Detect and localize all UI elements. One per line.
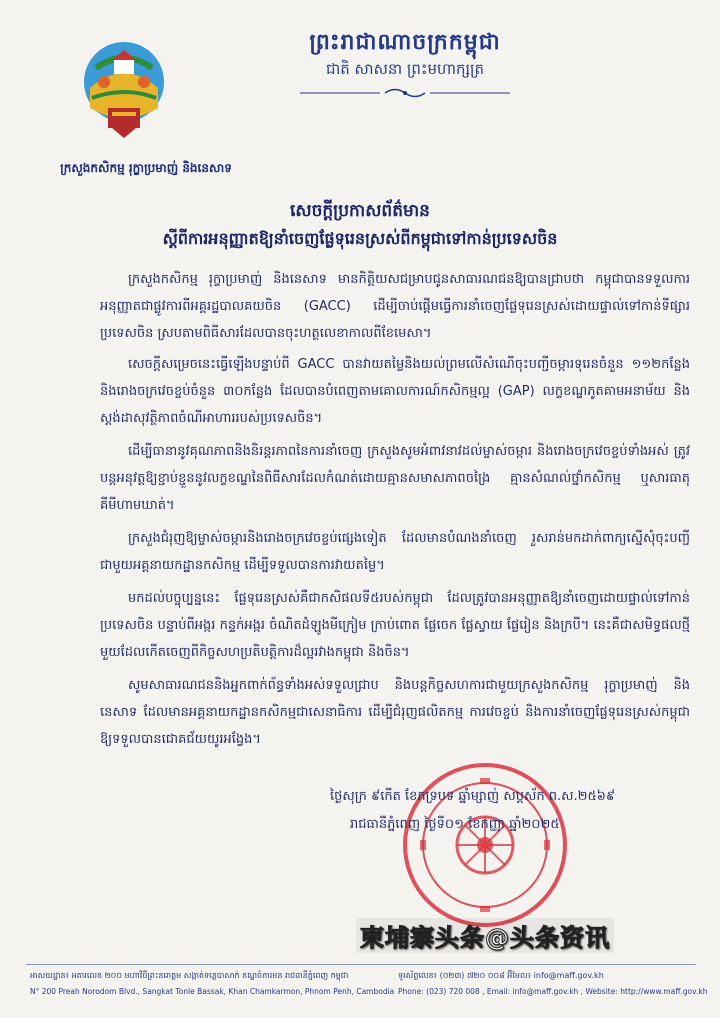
kingdom-heading: ព្រះរាជាណាចក្រកម្ពុជា	[309, 29, 501, 55]
footer-contact-kh: ទូរស័ព្ទលេខ៖ (០២៣) ៧២០ ០០៨ អ៊ីមែល៖ info@maff.gov.kh	[398, 971, 604, 980]
footer-divider	[26, 964, 696, 965]
footer-address-en: N° 200 Preah Norodom Blvd., Sangkat Tonle Bassak, Khan Chamkarmon, Phnom Penh, Cambodia	[30, 987, 395, 996]
footer-contact-en: Phone: (023) 720 008 , Email: info@maff.gov.kh , Website: http://www.maff.gov.kh	[398, 987, 708, 996]
footer-address-kh: អាសយដ្ឋាន៖ អគារលេខ ២០០ មហាវិថីព្រះនរោត្តម សង្កាត់ទន្លេបាសាក់ ខណ្ឌចំការមន រាជធានីភ្នំពេញ កម្ពុជា	[30, 971, 349, 980]
source-watermark: 柬埔寨头条@头条资讯	[356, 918, 614, 953]
body-paragraph: ក្រសួងកសិកម្ម រុក្ខាប្រមាញ់ និងនេសាទ មានកិត្តិយសជម្រាបជូនសាធារណជនឱ្យបានជ្រាបថា កម្ពុជាបានទទួលការអនុញ្ញាតជាផ្លូវការពីអគ្គរដ្ឋបាលគយចិន (GACC) ដើម្បីចាប់ផ្ដើមធ្វើការនាំចេញផ្លែទុរេនស្រស់ដោយផ្ទាល់ទៅកាន់ទីផ្សារប្រទេសចិន ស្របតាមពិធីសារដែលបានចុះហត្ថលេខាកាលពីខែមេសា។	[100, 272, 690, 341]
body-paragraph: សេចក្ដីសម្រេចនេះធ្វើឡើងបន្ទាប់ពី GACC បានវាយតម្លៃនិងយល់ព្រមលើសំណើចុះបញ្ជីចម្ការទុរេនចំនួន ១១២កន្លែង និងរោងចក្រវេចខ្ចប់ចំនួន ៣០កន្លែង ដែលបានបំពេញតាមគោលការណ៍កសិកម្មល្អ (GAP) លក្ខខណ្ឌភូតគាមអនាម័យ និងស្តង់ដាសុវត្ថិភាពចំណីអាហាររបស់ប្រទេសចិន។	[100, 357, 690, 426]
ministry-name: ក្រសួងកសិកម្ម រុក្ខាប្រមាញ់ និងនេសាទ	[60, 161, 232, 175]
date-gregorian: រាជធានីភ្នំពេញ ថ្ងៃទី០១ ខែកញ្ញា ឆ្នាំ២០២៥	[350, 817, 560, 832]
ministry-emblem	[82, 38, 166, 142]
national-motto: ជាតិ សាសនា ព្រះមហាក្សត្រ	[325, 60, 485, 78]
body-paragraph: ក្រសួងជំរុញឱ្យម្ចាស់ចម្ការនិងរោងចក្រវេចខ្ចប់ផ្សេងទៀត ដែលមានបំណងនាំចេញ រួសរាន់មកដាក់ពាក្យស្នើសុំចុះបញ្ជីជាមួយអគ្គនាយកដ្ឋានកសិកម្ម ដើម្បីទទួលបានការវាយតម្លៃ។	[100, 531, 690, 573]
body-paragraph: សូមសាធារណជននិងអ្នកពាក់ព័ន្ធទាំងអស់ទទួលជ្រាប និងបន្តកិច្ចសហការជាមួយក្រសួងកសិកម្ម រុក្ខាប្រមាញ់ និងនេសាទ ដែលមានអគ្គនាយកដ្ឋានកសិកម្មជាសេនាធិការ ដើម្បីជំរុញផលិតកម្ម ការវេចខ្ចប់ និងការនាំចេញផ្លែទុរេនស្រស់កម្ពុជាឱ្យទទួលបានជោគជ័យយូរអង្វែង។	[100, 678, 690, 747]
document-title: សេចក្ដីប្រកាសព័ត៌មាន	[290, 201, 430, 221]
official-seal	[400, 760, 570, 930]
header-ornament	[300, 86, 510, 100]
body-paragraph: មកដល់បច្ចុប្បន្ននេះ ផ្លែទុរេនស្រស់គឺជាកសិផលទី៥របស់កម្ពុជា ដែលត្រូវបានអនុញ្ញាតឱ្យនាំចេញដោយផ្ទាល់ទៅកាន់ប្រទេសចិន បន្ទាប់ពីអង្ករ កន្ទក់អង្ករ ចំណិតដំឡូងមីក្រៀម ក្រាប់ពោត ផ្លែចេក ផ្លែស្វាយ ផ្លែរៀន និងក្របី។ នេះគឺជាសមិទ្ធផលថ្មីមួយដែលកើតចេញពីកិច្ចសហប្រតិបត្តិការដ៏ល្អរវាងកម្ពុជា និងចិន។	[100, 591, 690, 660]
body-paragraph: ដើម្បីធានានូវគុណភាពនិងនិរន្តរភាពនៃការនាំចេញ ក្រសួងសូមអំពាវនាវដល់ម្ចាស់ចម្ការ និងរោងចក្រវេចខ្ចប់ទាំងអស់ ត្រូវបន្តអនុវត្តឱ្យខ្ជាប់ខ្ជួននូវលក្ខខណ្ឌនៃពិធីសារដែលកំណត់ដោយគ្មានសមាសភាពចង្រៃ គ្មានសំណល់ថ្នាំកសិកម្ម ឬសារធាតុគីមីហាមឃាត់។	[100, 444, 690, 513]
document-body	[100, 266, 690, 759]
document-subtitle: ស្ដីពីការអនុញ្ញាតឱ្យនាំចេញផ្លែទុរេនស្រស់ពីកម្ពុជាទៅកាន់ប្រទេសចិន	[162, 229, 558, 248]
date-lunar: ថ្ងៃសុក្រ ៩កើត ខែភទ្របទ ឆ្នាំម្សាញ់ សប្តស័ក ព.ស.២៥៦៩	[330, 789, 616, 804]
